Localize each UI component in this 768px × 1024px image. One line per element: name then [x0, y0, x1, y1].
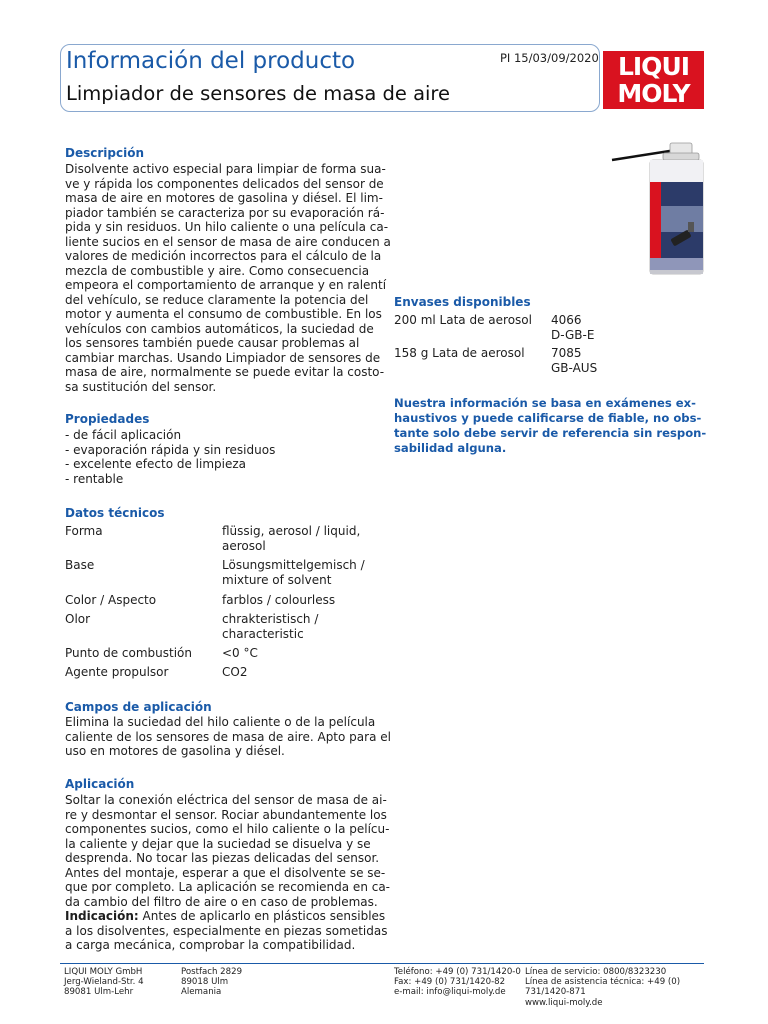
tech-value: flüssig, aerosol / liquid,	[222, 524, 361, 538]
footer-fax: Fax: +49 (0) 731/1420-82	[394, 977, 506, 988]
footer-text: 89081 Ulm-Lehr	[64, 987, 134, 998]
application-fields-line: uso en motores de gasolina y diésel.	[65, 744, 285, 758]
footer-contact	[394, 967, 521, 998]
description-line: Disolvente activo especial para limpiar de forma sua-	[65, 162, 386, 176]
property-item: - evaporación rápida y sin residuos	[65, 442, 276, 457]
tech-label: Base	[65, 558, 95, 572]
description-line: empeora el comportamiento de arranque y en ralentí	[65, 278, 387, 292]
tech-value: mixture of solvent	[222, 573, 332, 587]
tech-value: farblos / colourless	[222, 593, 336, 607]
footer-text: Alemania	[181, 987, 222, 998]
disclaimer-line: tante solo debe servir de referencia sin respon-	[394, 426, 707, 440]
note-text: Antes de aplicarlo en plásticos sensibles	[138, 909, 386, 923]
footer-website-link[interactable]: www.liqui-moly.de	[525, 997, 603, 1008]
property-item: - rentable	[65, 471, 124, 486]
package-code: 4066	[551, 313, 582, 327]
logo-line-2: MOLY	[617, 79, 690, 108]
liqui-moly-logo	[603, 51, 704, 109]
tech-value: characteristic	[222, 627, 304, 641]
application-line: componentes sucios, como el hilo caliente o la pelícu-	[65, 822, 390, 836]
description-heading: Descripción	[65, 146, 144, 160]
property-item: - de fácil aplicación	[65, 428, 182, 442]
package-label: 200 ml Lata de aerosol	[394, 313, 532, 327]
footer-support-line: Línea de asistencia técnica: +49 (0)	[525, 977, 681, 988]
tech-value: aerosol	[222, 539, 266, 553]
footer-text: LIQUI MOLY GmbH	[64, 967, 143, 977]
application-fields-line: Elimina la suciedad del hilo caliente o de la película	[65, 715, 376, 729]
description-line: masa de aire en motores de gasolina y diésel. El lim-	[65, 191, 383, 205]
footer-divider	[60, 963, 704, 964]
description-line: piador también se caracteriza por su evaporación rá-	[65, 205, 385, 220]
footer-postal	[181, 967, 242, 998]
footer-service	[525, 967, 680, 1008]
description-line: vehículos con cambios automáticos, la suciedad de	[65, 321, 374, 336]
description-line: ve y rápida los componentes delicados del sensor de	[65, 176, 384, 191]
package-code: D-GB-E	[551, 328, 595, 342]
application-line: la caliente y dejar que la suciedad se disuelva y se	[65, 836, 371, 851]
footer-company	[64, 967, 144, 998]
description-line: valores de medición incorrectos para el cálculo de la	[65, 249, 382, 263]
description-line: cambiar marchas. Usando Limpiador de sensores de	[65, 350, 381, 365]
disclaimer	[394, 396, 714, 456]
application-line: Soltar la conexión eléctrica del sensor de masa de ai-	[65, 793, 387, 807]
application-note-line: a los disolventes, especialmente en piezas sometidas	[65, 923, 388, 938]
application-fields-heading: Campos de aplicación	[65, 700, 212, 714]
application-note-line: a carga mecánica, comprobar la compatibilidad.	[65, 938, 356, 952]
description-line: motor y aumenta el consumo de combustible. En los	[65, 307, 382, 321]
application-line: re y desmontar el sensor. Rociar abundantemente los	[65, 807, 387, 822]
page-title: Información del producto	[66, 48, 356, 74]
logo-line-1: LIQUI	[617, 52, 690, 81]
tech-value: <0 °C	[222, 646, 258, 660]
package-code: 7085	[551, 346, 582, 360]
property-item: - excelente efecto de limpieza	[65, 457, 247, 471]
package-code: GB-AUS	[551, 361, 598, 375]
document-reference: PI 15/03/09/2020	[500, 51, 599, 65]
technical-data-heading: Datos técnicos	[65, 506, 165, 520]
tech-label: Punto de combustión	[65, 646, 193, 660]
description-line: masa de aire, normalmente se puede evitar la costo-	[65, 365, 385, 379]
application-fields-line: caliente de los sensores de masa de aire. Apto para el	[65, 729, 391, 744]
disclaimer-line: sabilidad alguna.	[394, 441, 507, 455]
package-label: 158 g Lata de aerosol	[394, 346, 525, 360]
footer-phone: Teléfono: +49 (0) 731/1420-0	[394, 967, 521, 977]
description-line: pida y sin residuos. Un hilo caliente o una película ca-	[65, 220, 389, 234]
tech-value: Lösungsmittelgemisch /	[222, 558, 365, 572]
tech-value: CO2	[222, 665, 248, 679]
tech-label: Agente propulsor	[65, 665, 169, 679]
disclaimer-line: Nuestra información se basa en exámenes ex-	[394, 396, 696, 410]
application-line: da cambio del filtro de aire o en caso de problemas.	[65, 894, 378, 909]
tech-value: chrakteristisch /	[222, 612, 319, 626]
description-line: los sensores también puede causar problemas al	[65, 336, 360, 350]
tech-label: Color / Aspecto	[65, 593, 157, 607]
note-label: Indicación:	[65, 909, 139, 923]
properties-heading: Propiedades	[65, 412, 150, 426]
application-note-line	[65, 909, 385, 924]
footer-email[interactable]: e-mail: info@liqui-moly.de	[394, 987, 506, 998]
application-heading: Aplicación	[65, 777, 135, 791]
footer-text: 89018 Ulm	[181, 977, 229, 988]
footer-support-line: 731/1420-871	[525, 987, 586, 998]
application-line: desprenda. No tocar las piezas delicadas del sensor.	[65, 851, 380, 865]
description-line: sa sustitución del sensor.	[65, 379, 217, 394]
packaging-heading: Envases disponibles	[394, 295, 531, 309]
aerosol-can-icon	[608, 138, 708, 278]
product-name: Limpiador de sensores de masa de aire	[66, 82, 451, 105]
application-line: que por completo. La aplicación se recomienda en ca-	[65, 880, 391, 894]
footer-service-line: Línea de servicio: 0800/8323230	[525, 967, 667, 977]
description-line: mezcla de combustible y aire. Como consecuencia	[65, 263, 370, 278]
product-image	[608, 138, 708, 278]
description-line: del vehículo, se reduce claramente la potencia del	[65, 292, 369, 307]
disclaimer-line: haustivos y puede calificarse de fiable, no obs-	[394, 411, 702, 425]
tech-label: Olor	[65, 612, 91, 626]
application-line: Antes del montaje, esperar a que el disolvente se se-	[65, 865, 386, 880]
footer-text: Postfach 2829	[181, 967, 243, 977]
tech-label: Forma	[65, 524, 103, 538]
footer-text: Jerg-Wieland-Str. 4	[64, 977, 144, 988]
description-line: liente sucios en el sensor de masa de aire conducen a	[65, 234, 391, 249]
